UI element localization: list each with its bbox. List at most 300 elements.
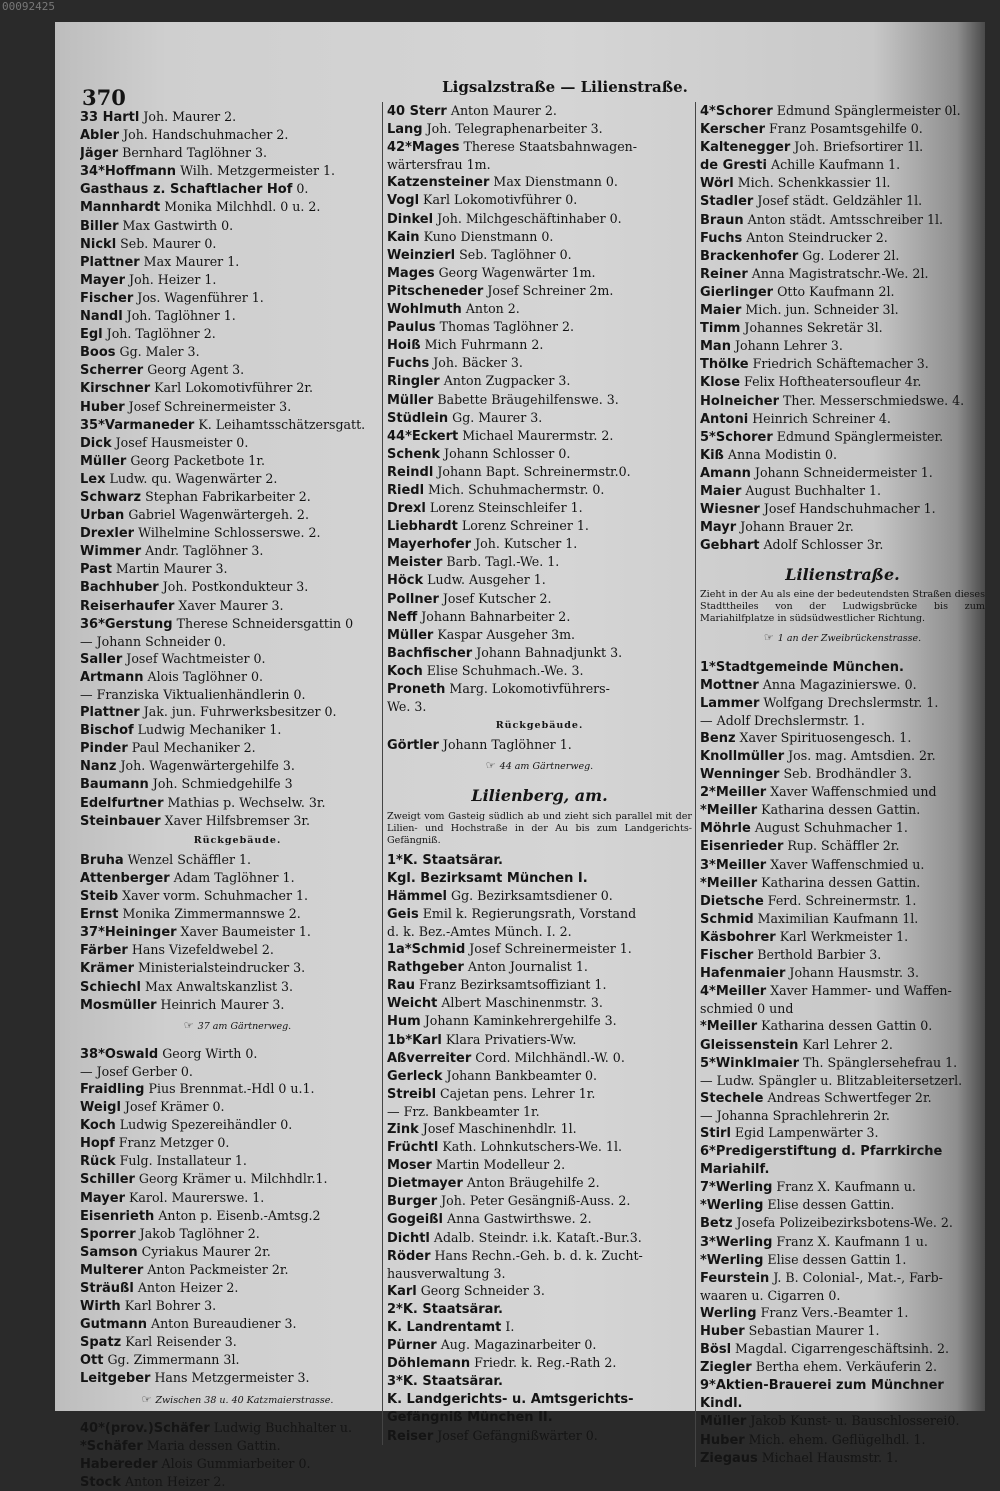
- entry-surname: *Meiller: [700, 875, 758, 891]
- entry-surname: Wohlmuth: [387, 302, 462, 318]
- entry-surname: Bachhuber: [80, 580, 159, 596]
- entry-details: Ludwig Spezereihändler 0.: [115, 1117, 293, 1133]
- entry-surname: Kgl. Bezirksamt München I.: [387, 870, 588, 886]
- entry-surname: Eisenrieth: [80, 1208, 155, 1224]
- entry-details: Franz Vers.-Beamter 1.: [756, 1304, 909, 1320]
- entry-surname: Dinkel: [387, 211, 434, 227]
- entry-surname: Eisenrieder: [700, 839, 784, 855]
- entry-details: Lorenz Steinschleifer 1.: [425, 500, 583, 516]
- directory-entry: [80, 1297, 395, 1315]
- directory-entry: [80, 1437, 395, 1455]
- entry-surname: 4*Meiller: [700, 984, 767, 1000]
- entry-details: Johann Brauer 2r.: [736, 519, 854, 535]
- entry-details: Andreas Schwertfeger 2r.: [763, 1089, 932, 1105]
- directory-entry: [80, 1261, 395, 1279]
- entry-surname: 9*Aktien-Brauerei zum Münchner: [700, 1378, 944, 1394]
- entry-surname: Biller: [80, 218, 119, 234]
- entry-details: Xaver Baumeister 1.: [176, 924, 311, 940]
- directory-entry: [387, 102, 692, 120]
- entry-surname: Früchtl: [387, 1140, 439, 1156]
- entry-details: Seb. Brodhändler 3.: [779, 766, 912, 782]
- directory-entry: [387, 445, 692, 463]
- entry-details: Josef Schreiner 2m.: [483, 282, 614, 298]
- entry-surname: Karl: [387, 1283, 417, 1299]
- directory-entry: [700, 319, 985, 337]
- entry-surname: Hoiß: [387, 338, 421, 354]
- directory-entry: [80, 560, 395, 578]
- entry-surname: K. Landrentamt: [387, 1320, 502, 1335]
- entry-surname: Wimmer: [80, 544, 142, 560]
- entry-details: Mich Fuhrmann 2.: [420, 337, 544, 353]
- directory-entry: [387, 1192, 692, 1210]
- running-head: Ligsalzstraße — Lilienstraße.: [442, 78, 688, 96]
- entry-details: Therese Staatsbahnwagen-: [459, 139, 638, 155]
- entry-details: Josef städt. Geldzähler 1l.: [753, 193, 923, 209]
- entry-details: Mathias p. Wechselw. 3r.: [163, 794, 326, 810]
- directory-entry: [700, 1089, 985, 1107]
- entry-details: Seb. Maurer 0.: [116, 235, 217, 251]
- directory-entry: [80, 180, 395, 198]
- entry-surname: Streibl: [387, 1086, 437, 1102]
- entry-details: Joh. Maurer 2.: [139, 109, 237, 124]
- directory-entry: [80, 488, 395, 506]
- entry-surname: Scherrer: [80, 363, 144, 379]
- entry-details: Alois Taglöhner 0.: [143, 668, 264, 684]
- entry-details: Kuno Dienstmann 0.: [419, 228, 554, 244]
- entry-details: Heinrich Maurer 3.: [156, 996, 285, 1012]
- entry-surname: Egl: [80, 327, 103, 343]
- directory-entry: [387, 1120, 692, 1138]
- entry-details: Elise Schuhmach.-We. 3.: [422, 662, 584, 678]
- entry-details: Gabriel Wagenwärtergeh. 2.: [124, 507, 309, 523]
- entry-details: schmied 0 und: [700, 1001, 794, 1017]
- entry-details: Martin Maurer 3.: [111, 561, 228, 577]
- entry-details: August Schuhmacher 1.: [750, 820, 908, 836]
- entry-details: Friedr. k. Reg.-Rath 2.: [470, 1355, 617, 1371]
- entry-details: Barb. Tagl.-We. 1.: [442, 554, 560, 570]
- entry-details: Joh. Schmiedgehilfe 3: [148, 776, 293, 792]
- entry-surname: Aßverreiter: [387, 1050, 472, 1066]
- directory-entry: [80, 905, 395, 923]
- directory-entry: [80, 126, 395, 144]
- entry-surname: Müller: [700, 1414, 747, 1430]
- entry-details: Paul Mechaniker 2.: [127, 740, 256, 756]
- directory-entry: [80, 108, 395, 126]
- entry-details: Katharina dessen Gattin.: [757, 802, 921, 818]
- entry-surname: Hämmel: [387, 888, 448, 904]
- entry-surname: *Werling: [700, 1252, 764, 1268]
- directory-entry: [387, 698, 692, 715]
- directory-entry: [80, 289, 395, 307]
- entry-surname: Stüdlein: [387, 410, 449, 426]
- directory-entry: [700, 283, 985, 301]
- entry-details: — Adolf Drechslermstr. 1.: [700, 712, 865, 728]
- directory-entry: [80, 686, 395, 703]
- entry-details: Mich. Schuhmachermstr. 0.: [424, 481, 605, 497]
- entry-surname: 34*Hoffmann: [80, 164, 177, 180]
- entry-details: Egid Lampenwärter 3.: [730, 1124, 879, 1140]
- entry-details: Kaspar Ausgeher 3m.: [433, 626, 576, 642]
- entry-surname: Bruha: [80, 852, 124, 868]
- entry-surname: Wirth: [80, 1299, 121, 1315]
- entry-surname: Katzensteiner: [387, 175, 490, 191]
- directory-entry: [80, 542, 395, 560]
- street-heading: [700, 566, 985, 583]
- directory-entry: [387, 391, 692, 409]
- entry-details: Wolfgang Drechslermstr. 1.: [759, 694, 939, 710]
- entry-details: Wilh. Metzgermeister 1.: [176, 163, 335, 179]
- entry-details: Monika Milchhdl. 0 u. 2.: [160, 199, 321, 215]
- entry-surname: Görtler: [387, 738, 439, 754]
- entry-surname: Meister: [387, 555, 443, 571]
- directory-entry: [387, 246, 692, 264]
- directory-entry: [387, 1012, 692, 1030]
- entry-surname: Gerleck: [387, 1068, 443, 1084]
- entry-details: Anna Gastwirthswe. 2.: [443, 1211, 592, 1227]
- entry-surname: Plattner: [80, 254, 140, 270]
- entry-surname: Past: [80, 562, 112, 578]
- entry-details: Joh. Taglöhner 1.: [122, 308, 236, 324]
- entry-surname: Steinbauer: [80, 813, 161, 829]
- directory-entry: [700, 892, 985, 910]
- directory-entry: [80, 1207, 395, 1225]
- entry-details: Maximilian Kaufmann 1l.: [753, 910, 919, 926]
- entry-surname: Boos: [80, 345, 116, 361]
- directory-entry: [387, 662, 692, 680]
- directory-entry: [700, 174, 985, 192]
- entry-details: Anton Bräugehilfe 2.: [462, 1175, 600, 1191]
- entry-details: Karl Reisender 3.: [121, 1334, 237, 1350]
- cross-reference: [387, 757, 692, 775]
- entry-surname: Müller: [387, 392, 434, 408]
- entry-details: Anton Journalist 1.: [463, 959, 588, 975]
- directory-entry: [387, 736, 692, 754]
- entry-surname: Hafenmaier: [700, 966, 786, 982]
- directory-entry: [387, 608, 692, 626]
- directory-entry: [80, 757, 395, 775]
- entry-details: Max Maurer 1.: [139, 253, 240, 269]
- entry-details: Bernhard Taglöhner 3.: [118, 145, 268, 161]
- directory-entry: [387, 994, 692, 1012]
- entry-surname: Färber: [80, 943, 128, 959]
- entry-surname: 1a*Schmid: [387, 942, 466, 958]
- directory-entry: [700, 819, 985, 837]
- entry-surname: Feurstein: [700, 1270, 770, 1286]
- entry-details: Lorenz Schreiner 1.: [457, 518, 589, 534]
- entry-details: 0.: [292, 181, 309, 197]
- directory-entry: [80, 959, 395, 977]
- entry-surname: 40 Sterr: [387, 104, 447, 119]
- entry-surname: Pürner: [387, 1338, 437, 1354]
- entry-surname: *Meiller: [700, 1019, 758, 1035]
- entry-details: — Josef Gerber 0.: [80, 1063, 193, 1079]
- directory-entry: [700, 1251, 985, 1269]
- entry-surname: Lammer: [700, 695, 760, 711]
- directory-entry: [80, 361, 395, 379]
- directory-entry: [387, 1318, 692, 1336]
- directory-entry: [80, 721, 395, 739]
- directory-entry: [387, 626, 692, 644]
- entry-surname: Möhrle: [700, 821, 751, 837]
- entry-details: Mich. jun. Schneider 3l.: [741, 302, 899, 318]
- entry-surname: Antoni: [700, 411, 749, 427]
- entry-surname: Holneicher: [700, 393, 779, 409]
- cross-reference: [700, 629, 985, 647]
- entry-surname: *Schäfer: [80, 1438, 143, 1454]
- directory-entry: [700, 138, 985, 156]
- entry-surname: Stechele: [700, 1090, 764, 1106]
- entry-surname: Dietmayer: [387, 1176, 463, 1192]
- directory-entry: [80, 379, 395, 397]
- entry-details: Aug. Magazinarbeiter 0.: [436, 1337, 597, 1353]
- entry-details: Karol. Maurerswe. 1.: [125, 1189, 265, 1205]
- entry-details: Georg Schneider 3.: [416, 1282, 545, 1298]
- directory-entry: [700, 1269, 985, 1287]
- entry-surname: Ott: [80, 1353, 104, 1369]
- directory-entry: [387, 1427, 692, 1445]
- entry-details: Franz Metzger 0.: [114, 1135, 230, 1151]
- directory-entry: [387, 300, 692, 318]
- pointing-hand-icon: ☞: [183, 1018, 194, 1032]
- directory-entry: [387, 191, 692, 209]
- directory-entry: [80, 578, 395, 596]
- directory-entry: [387, 354, 692, 372]
- entry-details: Johann Bapt. Schreinermstr.0.: [433, 463, 631, 479]
- entry-details: Max Gastwirth 0.: [118, 217, 234, 233]
- directory-entry: [80, 1134, 395, 1152]
- entry-details: Gg. Maurer 3.: [448, 409, 543, 425]
- entry-surname: Paulus: [387, 320, 436, 336]
- entry-surname: Abler: [80, 128, 120, 144]
- entry-details: waaren u. Cigarren 0.: [700, 1287, 841, 1303]
- column-1: [80, 108, 395, 1491]
- directory-entry: [700, 265, 985, 283]
- directory-entry: [700, 120, 985, 138]
- directory-entry: [387, 535, 692, 553]
- entry-surname: Kiß: [700, 447, 724, 463]
- entry-surname: Kindl.: [700, 1396, 743, 1412]
- directory-entry: [700, 1412, 985, 1430]
- directory-entry: [387, 1265, 692, 1282]
- entry-details: Anton 2.: [461, 301, 520, 317]
- directory-entry: [80, 1170, 395, 1188]
- entry-surname: Mages: [387, 265, 435, 281]
- entry-details: Mich. Schenkkassier 1l.: [733, 175, 891, 191]
- directory-entry: [387, 372, 692, 390]
- directory-entry: [387, 1247, 692, 1265]
- entry-surname: Mannhardt: [80, 200, 161, 216]
- entry-surname: 38*Oswald: [80, 1046, 159, 1062]
- directory-entry: [80, 1243, 395, 1261]
- entry-details: Fulg. Installateur 1.: [115, 1153, 247, 1169]
- entry-surname: *Werling: [700, 1198, 764, 1214]
- entry-surname: 1b*Karl: [387, 1032, 442, 1048]
- entry-details: Joh. Handschuhmacher 2.: [119, 127, 289, 143]
- entry-details: Joh. Taglöhner 2.: [102, 326, 216, 342]
- entry-details: Joh. Postkondukteur 3.: [158, 579, 309, 595]
- entry-surname: Mayr: [700, 520, 737, 536]
- entry-details: wärtersfrau 1m.: [387, 157, 491, 173]
- pointing-hand-icon: ☞: [141, 1392, 152, 1406]
- directory-entry: [80, 1045, 395, 1063]
- entry-surname: Klose: [700, 375, 741, 391]
- entry-details: Anton städt. Amtsschreiber 1l.: [743, 211, 944, 227]
- entry-details: Joh. Telegraphenarbeiter 3.: [422, 121, 603, 137]
- entry-surname: Müller: [80, 453, 127, 469]
- directory-entry: [387, 1336, 692, 1354]
- directory-entry: [700, 982, 985, 1000]
- entry-details: Anton Heizer 2.: [133, 1280, 239, 1295]
- directory-entry: [700, 856, 985, 874]
- entry-surname: 5*Winklmaier: [700, 1055, 799, 1071]
- directory-entry: [80, 615, 395, 633]
- entry-surname: Röder: [387, 1248, 431, 1264]
- entry-surname: Lex: [80, 471, 106, 487]
- directory-entry: [80, 1351, 395, 1369]
- entry-surname: 37*Heininger: [80, 925, 177, 941]
- entry-surname: Habereder: [80, 1456, 158, 1472]
- entry-details: Anton Maurer 2.: [446, 103, 557, 118]
- directory-entry: [80, 1225, 395, 1243]
- directory-entry: [700, 518, 985, 536]
- entry-surname: Döhlemann: [387, 1356, 471, 1372]
- directory-entry: [387, 1103, 692, 1120]
- entry-surname: 6*Predigerstiftung d. Pfarrkirche: [700, 1144, 943, 1160]
- entry-surname: Gierlinger: [700, 284, 774, 300]
- entry-details: Karl Werkmeister 1.: [775, 928, 909, 944]
- entry-surname: Mosmüller: [80, 997, 157, 1013]
- directory-entry: [80, 739, 395, 757]
- entry-details: Xaver Spirituosengesch. 1.: [735, 729, 912, 745]
- entry-details: Stephan Fabrikarbeiter 2.: [141, 488, 311, 504]
- entry-details: Josef Wachtmeister 0.: [122, 650, 266, 666]
- entry-surname: Fraidling: [80, 1081, 145, 1097]
- entry-details: Anton Zugpacker 3.: [439, 373, 571, 389]
- entry-surname: 3*Meiller: [700, 857, 767, 873]
- entry-details: Johann Lehrer 3.: [730, 338, 843, 354]
- directory-entry: [80, 470, 395, 488]
- entry-details: Gg. Loderer 2l.: [798, 247, 900, 263]
- directory-entry: [700, 801, 985, 819]
- entry-surname: 1*Stadtgemeinde München.: [700, 659, 904, 675]
- entry-details: August Buchhalter 1.: [741, 482, 882, 498]
- entry-surname: Maier: [700, 303, 742, 319]
- entry-surname: Spatz: [80, 1335, 122, 1351]
- street-heading-text: Lilienstraße.: [785, 565, 900, 585]
- directory-entry: [700, 1054, 985, 1072]
- entry-surname: Mayer: [80, 1190, 126, 1206]
- directory-entry: [387, 1210, 692, 1228]
- directory-entry: [80, 1098, 395, 1116]
- directory-entry: [387, 553, 692, 571]
- directory-entry: [80, 343, 395, 361]
- entry-details: Johann Hausmstr. 3.: [785, 965, 920, 981]
- entry-surname: Artmann: [80, 669, 144, 685]
- entry-surname: Hum: [387, 1014, 421, 1030]
- entry-surname: Schwarz: [80, 489, 142, 505]
- directory-entry: [387, 571, 692, 589]
- directory-entry: [700, 1449, 985, 1467]
- entry-details: Hans Metzgermeister 3.: [150, 1370, 310, 1386]
- entry-surname: Drexler: [80, 526, 135, 542]
- entry-details: Gg. Bezirksamtsdiener 0.: [447, 887, 613, 903]
- directory-entry: [700, 1431, 985, 1449]
- directory-entry: [700, 1107, 985, 1124]
- directory-entry: [387, 1354, 692, 1372]
- entry-details: Xaver Maurer 3.: [174, 597, 284, 613]
- entry-surname: Steib: [80, 889, 119, 905]
- directory-entry: [700, 694, 985, 712]
- directory-entry: [80, 703, 395, 721]
- directory-entry: [80, 851, 395, 869]
- directory-entry: [387, 590, 692, 608]
- entry-surname: 36*Gerstung: [80, 616, 173, 632]
- directory-entry: [700, 1196, 985, 1214]
- directory-entry: [387, 336, 692, 354]
- entry-surname: Bachfischer: [387, 645, 473, 661]
- entry-details: Xaver Hilfsbremser 3r.: [160, 812, 310, 828]
- entry-surname: Wenninger: [700, 767, 780, 783]
- entry-details: Johannes Sekretär 3l.: [740, 320, 883, 336]
- entry-details: — Johann Schneider 0.: [80, 633, 227, 649]
- entry-surname: Fischer: [80, 290, 134, 306]
- entry-surname: Attenberger: [80, 870, 170, 886]
- cross-reference: [80, 1017, 395, 1035]
- directory-entry: [387, 517, 692, 535]
- entry-details: Alois Gummiarbeiter 0.: [157, 1455, 311, 1471]
- entry-surname: Man: [700, 339, 731, 355]
- entry-details: Joh. Peter Gesängniß-Auss. 2.: [437, 1193, 631, 1209]
- entry-surname: Kirschner: [80, 381, 151, 397]
- directory-entry: [700, 1072, 985, 1089]
- entry-details: Johann Schlosser 0.: [440, 445, 571, 461]
- entry-details: Thomas Taglöhner 2.: [435, 319, 574, 335]
- directory-entry: [700, 747, 985, 765]
- entry-surname: *Meiller: [700, 803, 758, 819]
- entry-details: Ferd. Schreinermstr. 1.: [763, 892, 917, 908]
- entry-surname: Pitscheneder: [387, 283, 484, 299]
- entry-surname: 5*Schorer: [700, 429, 773, 445]
- entry-details: Monika Zimmermannswe 2.: [118, 906, 301, 922]
- entry-surname: Koch: [80, 1118, 116, 1134]
- directory-entry: [80, 996, 395, 1014]
- entry-details: Xaver Hammer- und Waffen-: [766, 983, 952, 999]
- entry-details: Xaver Waffenschmied u.: [766, 856, 925, 872]
- entry-surname: Sporrer: [80, 1226, 136, 1242]
- entry-surname: Wörl: [700, 176, 734, 192]
- entry-details: Andr. Taglöhner 3.: [141, 543, 264, 559]
- directory-entry: [387, 1300, 692, 1318]
- directory-entry: [700, 946, 985, 964]
- directory-entry: [387, 1390, 692, 1408]
- entry-surname: Neff: [387, 609, 418, 625]
- directory-entry: [700, 1142, 985, 1160]
- entry-details: Rup. Schäffler 2r.: [783, 838, 900, 854]
- directory-entry: [80, 668, 395, 686]
- directory-entry: [387, 499, 692, 517]
- directory-page: [55, 22, 985, 1490]
- entry-details: Anna Magazinierswe. 0.: [758, 676, 917, 692]
- entry-details: Katharina dessen Gattin.: [757, 874, 921, 890]
- directory-entry: [387, 851, 692, 869]
- entry-details: Josef Maschinenhdlr. 1l.: [418, 1120, 577, 1136]
- entry-surname: Pinder: [80, 741, 128, 757]
- entry-details: Wenzel Schäffler 1.: [123, 851, 251, 867]
- entry-details: Joh. Milchgeschäftinhaber 0.: [433, 210, 622, 226]
- entry-surname: Proneth: [387, 682, 446, 697]
- entry-surname: Pollner: [387, 591, 439, 607]
- directory-entry: [700, 410, 985, 428]
